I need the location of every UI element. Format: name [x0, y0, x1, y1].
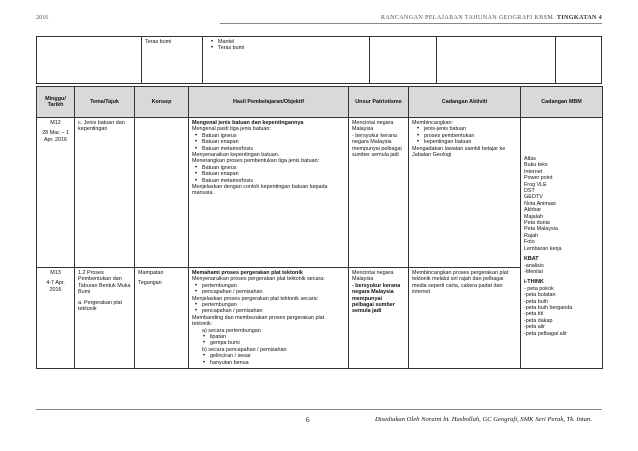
header-title: RANCANGAN PELAJARAN TAHUNAN GEOGRAFI KBSM. TINGKATAN 4	[380, 14, 602, 21]
week-cell: M13 4-7 Apr. 2016	[37, 268, 75, 369]
col-mbm: Cadangan MBM	[521, 87, 603, 118]
list-item: • jenis-jenis batuan	[424, 126, 517, 132]
page-number: 6	[306, 416, 310, 424]
header-year: 2016	[36, 14, 49, 21]
top-cell-konsep: Teras bumi	[142, 37, 203, 84]
aktiviti-cell: Membincangkan proses pergerakan plat tektonik melalui siri rajah dan pelbagai media seperti carta, cakera padat dan internet	[409, 268, 521, 369]
kbat-label: KBAT	[524, 256, 539, 263]
list-item: • Batuan metamorfosis	[202, 146, 345, 152]
list-item: • proses pembentukan	[424, 133, 517, 139]
header-rule	[220, 23, 602, 24]
aktiviti-cell: Membincangkan: • jenis-jenis batuan • proses pembentukan • kepentingan batuan Mengadakan lawatan sambil belajar ke Jabatan Geologi	[409, 118, 521, 268]
list-item: • Batuan igneus	[202, 133, 345, 139]
col-aktiviti: Cadangan Aktiviti	[409, 87, 521, 118]
week-cell: M12 28 Mac – 1 Apr. 2016	[37, 118, 75, 268]
list-item: • pertembungan	[202, 283, 345, 289]
list-item: • lipatan	[210, 334, 345, 340]
col-hasil: Hasil Pembelajaran/Objektif	[189, 87, 349, 118]
col-tema: Tema/Tajuk	[75, 87, 135, 118]
top-list	[206, 39, 366, 52]
continuation-table	[36, 36, 602, 84]
list-item: • gelinciran / sesar	[210, 353, 345, 359]
list-item: • hanyutan benua	[210, 360, 345, 366]
footer-credit: Disediakan Oleh Noraini bt. Hasbollah, GC Geografi, SMK Seri Perak, Tk. Intan.	[374, 416, 592, 423]
konsep-cell	[135, 118, 189, 268]
patriot-cell: Mencintai negara Malaysia - bersyukur kerana negara Malaysia mempunyai pelbagai sumber semula jadi	[349, 268, 409, 369]
hasil-cell: Mengenal jenis batuan dan kepentingannya Mengenal pasti tiga jenis batuan: • Batuan igneus • Batuan enapan • Batuan metamorfosis Menyenaraikan kepentingan batuan. Menerangkan proses pembentukan tiga jenis batuan: • Batuan igneus • Batuan enapan • Batuan metamorfosis Menjelaskan dengan contoh kepentingan batuan kepada manusia.	[189, 118, 349, 268]
table-header-row	[37, 87, 603, 118]
list-item: • Batuan metamorfosis	[202, 178, 345, 184]
list-item: • Teras bumi	[218, 45, 366, 51]
tema-cell: c. Jenis batuan dan kepentingan	[75, 118, 135, 268]
list-item: • gempa bumi	[210, 340, 345, 346]
list-item: • Mantel	[218, 39, 366, 45]
list-item: • Batuan enapan	[202, 171, 345, 177]
table-row	[37, 118, 603, 268]
page-footer	[36, 409, 602, 424]
list-item: • kepentingan batuan	[424, 139, 517, 145]
list-item: • Batuan igneus	[202, 165, 345, 171]
top-cell-week	[37, 37, 142, 84]
top-cell-hasil	[203, 37, 370, 84]
lesson-plan-table	[36, 86, 603, 369]
hasil-cell: Memahami proses pergerakan plat tektonik Menyenaraikan proses pergerakan plat tektonik secara: • pertembungan • pencapahan / pemisahan Menjelaskan proses pergerakan plat tektonik secara: • pertembungan • pencapahan / pemisahan Membanding dan membezakan proses pergerakan plat tektonik: a) secara pertembungan • lipatan • gempa bumi b) secara pencapahan / pemisahan • gelinciran / sesar • hanyutan benua	[189, 268, 349, 369]
list-item: • pertembungan	[202, 302, 345, 308]
col-minggu: Minggu/ Tarikh	[37, 87, 75, 118]
table-row	[37, 268, 603, 369]
tema-cell: 1.2 Proses Pembentukan dan Taburan Bentuk Muka Bumi a. Pergerakan plat tektonik	[75, 268, 135, 369]
mbm-cell: Atlas Buku teks Internet Power point Frog VLE DST GEOTV Nota Animasi Akhbar Majalah Peta dunia Peta Malaysia Rajah Foto Lembaran kerja KBAT -analisis -Menilai i-THINK - peta pokok -peta bulatan -peta buih -peta buih berganda -peta titi -peta dakap -peta alir -peta pelbagai alir	[521, 118, 603, 369]
list-item: • pencapahan / pemisahan	[202, 289, 345, 295]
konsep-cell: Mampatan Tegangan	[135, 268, 189, 369]
header-title-bold: TINGKATAN 4	[556, 14, 602, 21]
col-unsur: Unsur Patriotisme	[349, 87, 409, 118]
list-item: • pencapahan / pemisahan	[202, 308, 345, 314]
col-konsep: Konsep	[135, 87, 189, 118]
patriot-cell: Mencintai negara Malaysia - bersyukur kerana negara Malaysia mempunyai pelbagai sumber semula jadi	[349, 118, 409, 268]
list-item: • Batuan enapan	[202, 139, 345, 145]
ithink-label: i-THINK	[524, 279, 544, 286]
